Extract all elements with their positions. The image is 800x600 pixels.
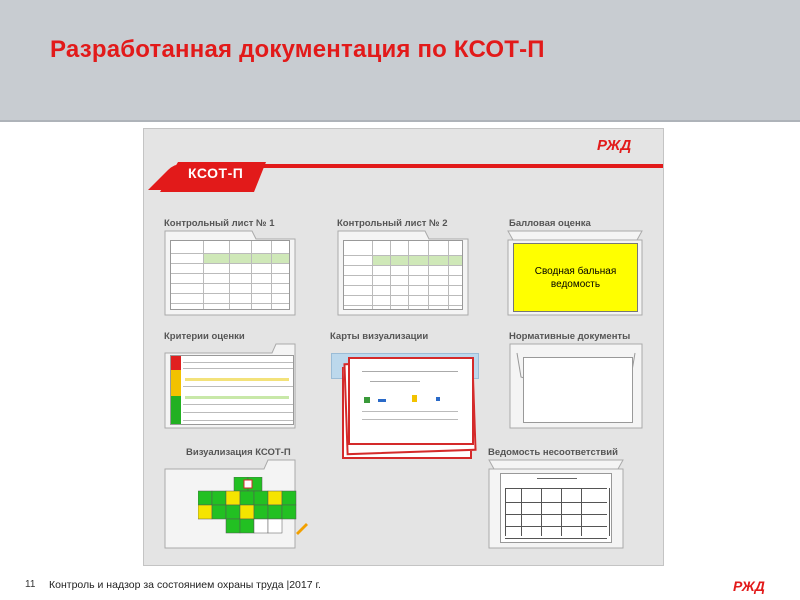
label-nonconformity: Ведомость несоответствий — [488, 447, 618, 458]
checklist-1-thumbnail — [170, 240, 290, 310]
folder-visualization[interactable] — [164, 459, 296, 549]
folder-criteria[interactable] — [164, 343, 296, 429]
banner-title: КСОТ-П — [188, 165, 244, 181]
header-divider — [0, 120, 800, 122]
footer-text: Контроль и надзор за состоянием охраны труда |2017 г. — [49, 579, 321, 591]
label-normative: Нормативные документы — [509, 331, 631, 342]
label-criteria: Критерии оценки — [164, 331, 245, 342]
page-number: 11 — [25, 579, 36, 590]
folder-nonconformity[interactable] — [488, 459, 624, 549]
rzd-logo-icon — [597, 135, 641, 155]
label-maps: Карты визуализации — [330, 331, 429, 342]
score-sheet[interactable]: Сводная бальная ведомость — [513, 243, 638, 312]
folder-checklist-1[interactable] — [164, 230, 296, 316]
checklist-2-thumbnail — [343, 240, 463, 310]
svg-text:РЖД: РЖД — [597, 137, 632, 154]
map-card-front[interactable] — [348, 357, 474, 445]
criteria-thumbnail — [170, 355, 294, 425]
label-checklist-1: Контрольный лист № 1 — [164, 218, 275, 229]
documentation-panel — [143, 128, 664, 566]
folder-checklist-2[interactable] — [337, 230, 469, 316]
normative-thumbnail — [523, 357, 633, 423]
rzd-logo-icon — [733, 577, 777, 595]
slide-title: Разработанная документация по КСОТ-П — [50, 36, 545, 63]
nonconformity-thumbnail — [500, 473, 612, 543]
folder-normative[interactable] — [509, 343, 643, 429]
label-checklist-2: Контрольный лист № 2 — [337, 218, 448, 229]
label-score: Балловая оценка — [509, 218, 591, 229]
label-visualization: Визуализация КСОТ-П — [186, 447, 291, 458]
visualization-grid — [198, 477, 310, 549]
svg-text:РЖД: РЖД — [733, 578, 765, 594]
